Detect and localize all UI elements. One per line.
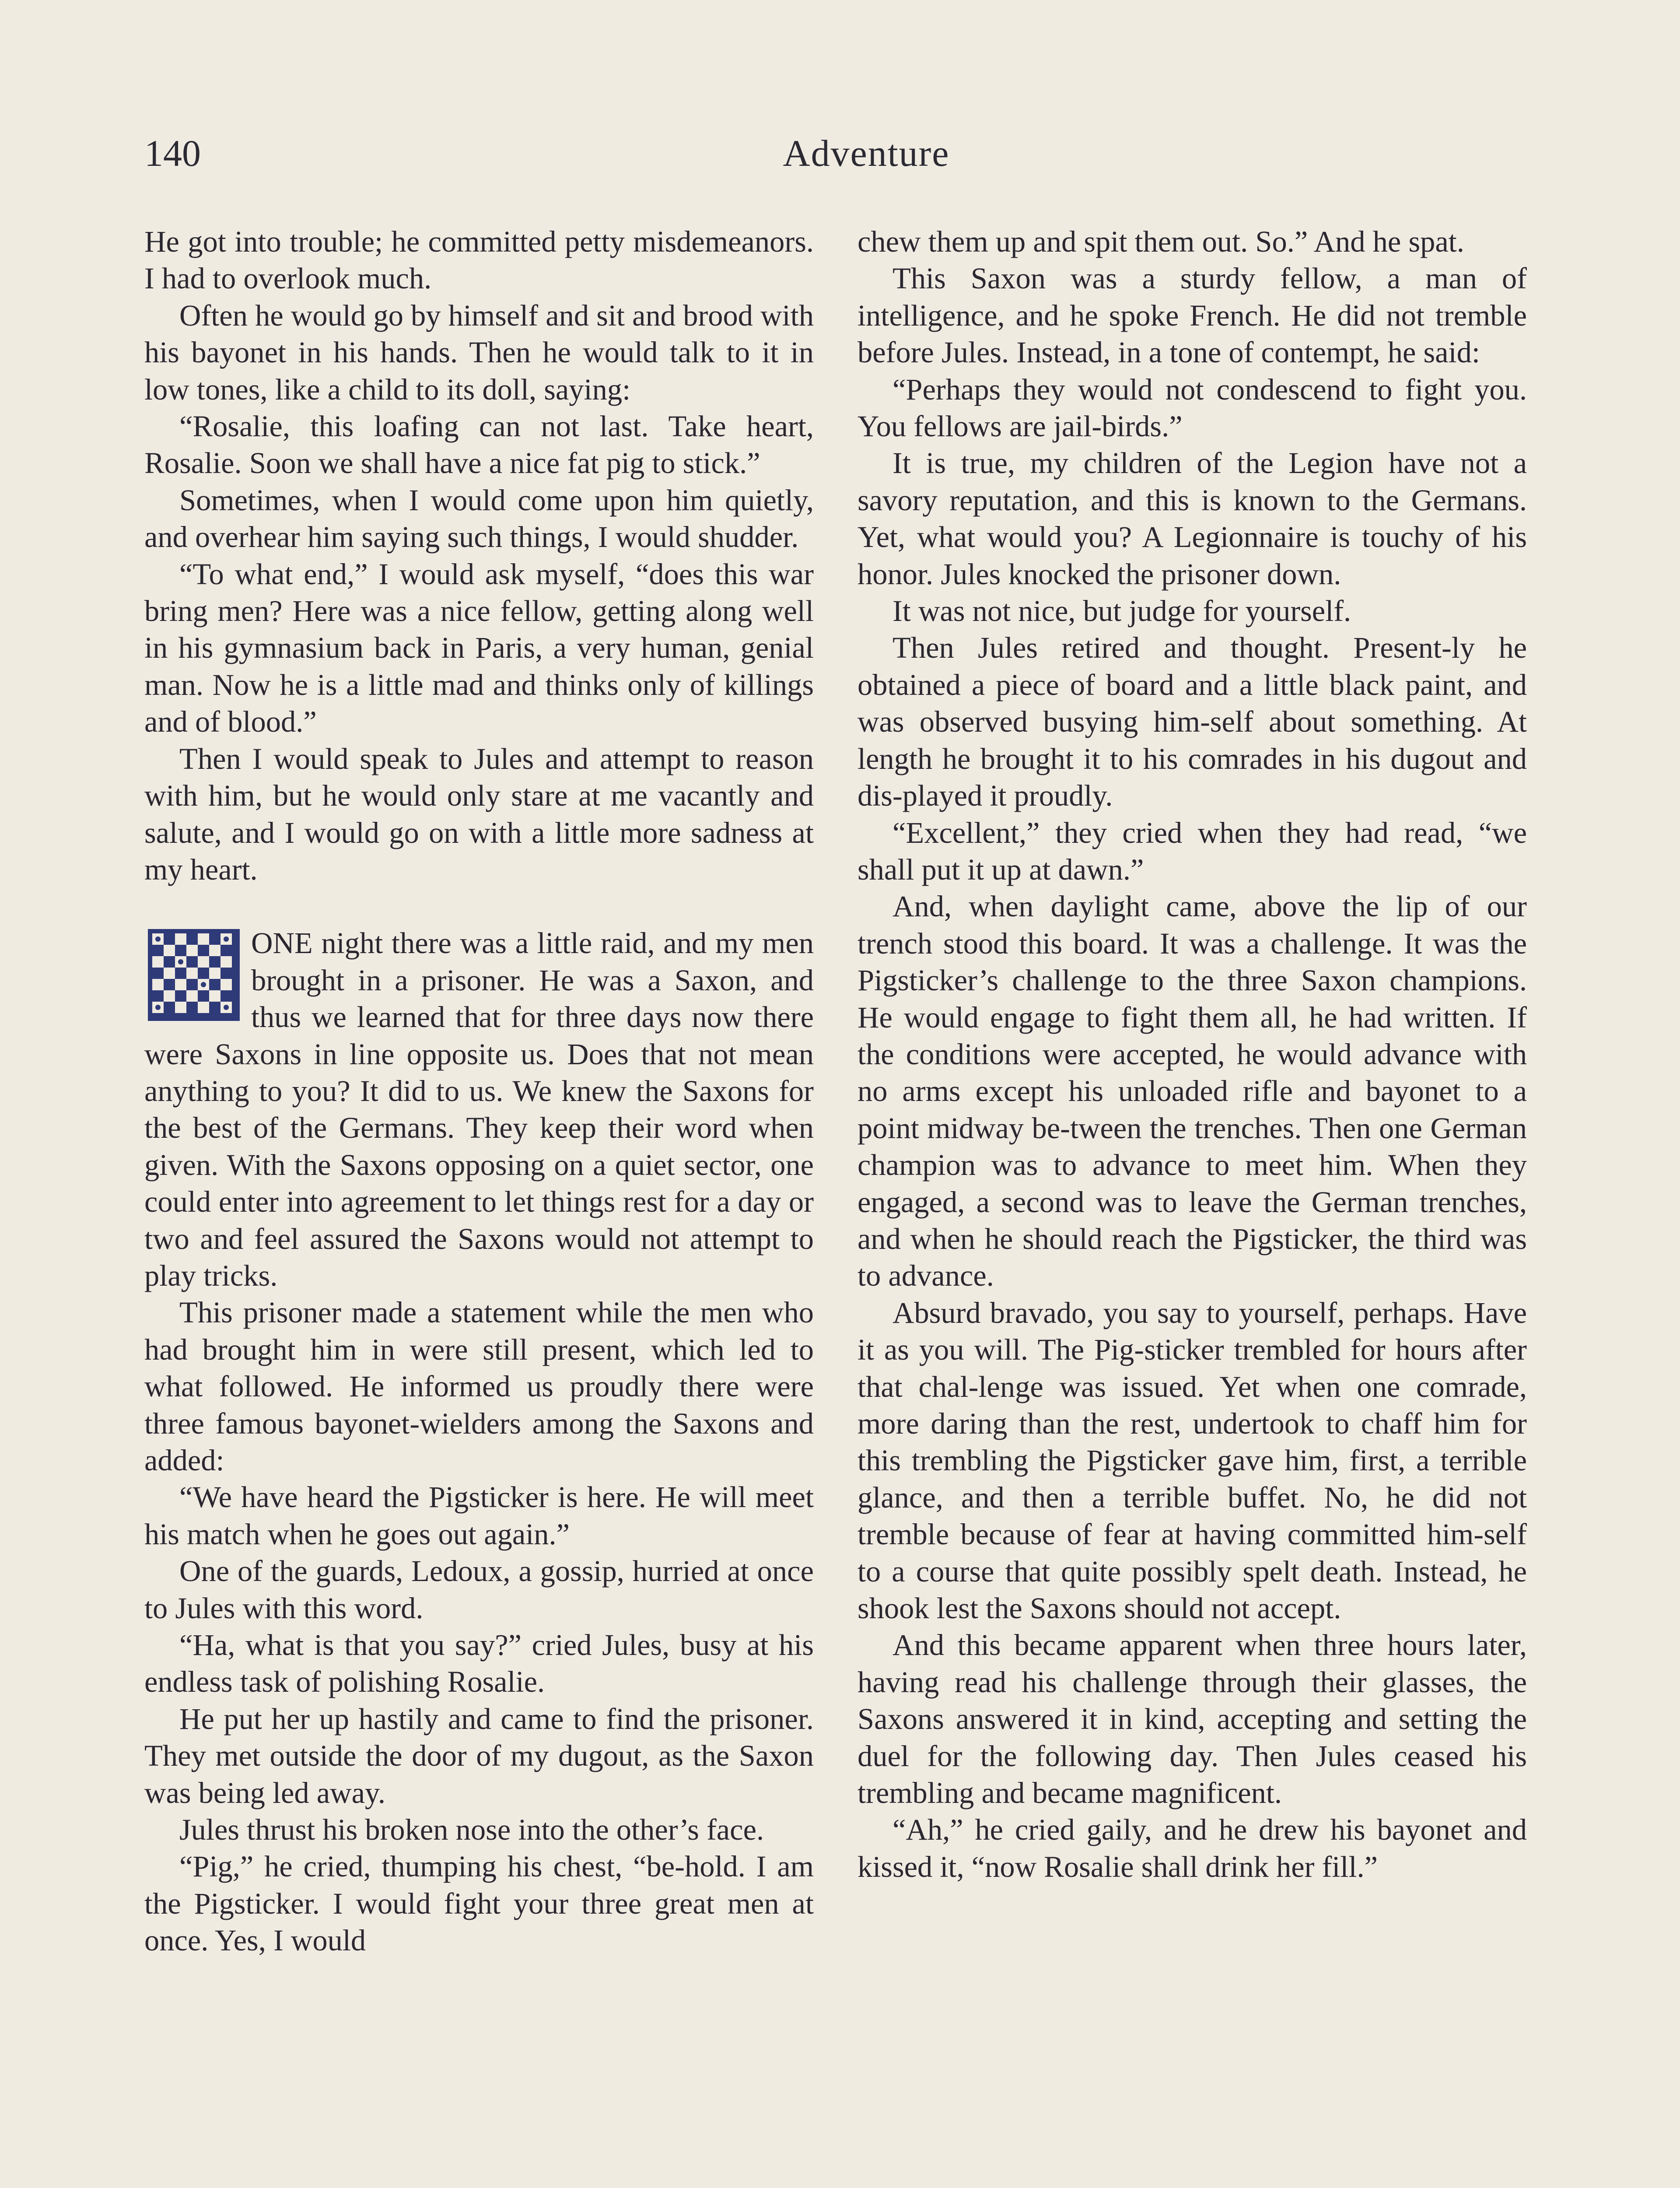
paragraph: It was not nice, but judge for yourself. bbox=[892, 594, 1351, 628]
right-column bbox=[858, 223, 1527, 1885]
paragraph: “Ha, what is that you say?” cried Jules, busy at his endless task of polishing Rosalie. bbox=[144, 1628, 814, 1699]
page-header bbox=[0, 127, 1680, 188]
paragraph: “We have heard the Pigsticker is here. He will meet his match when he goes out again.” bbox=[144, 1480, 814, 1551]
paragraph: “Perhaps they would not condescend to fight you. You fellows are jail-birds.” bbox=[858, 372, 1527, 443]
paragraph: Sometimes, when I would come upon him quietly, and overhear him saying such things, I would shudder. bbox=[144, 483, 814, 554]
paragraph: Absurd bravado, you say to yourself, perhaps. Have it as you will. The Pig-sticker trembled for hours after that chal-lenge was issued. Yet when one comrade, more daring than the rest, undertook to chaff him for this trembling the Pigsticker gave him, first, a terrible glance, and then a terrible buffet. No, he did not tremble because of fear at having committed him-self to a course that quite possibly spelt death. Instead, he shook lest the Saxons should not accept. bbox=[858, 1296, 1527, 1625]
section-break bbox=[144, 888, 814, 925]
paragraph: “Pig,” he cried, thumping his chest, “be-hold. I am the Pigsticker. I would fight your three great men at once. Yes, I would bbox=[144, 1850, 814, 1957]
paragraph: Then I would speak to Jules and attempt to reason with him, but he would only stare at me vacantly and salute, and I would go on with a little more sadness at my heart. bbox=[144, 742, 814, 886]
section-opening-paragraph: ONE night there was a little raid, and my men brought in a prisoner. He was a Saxon, and thus we learned that for three days now there were Saxons in line opposite us. Does that not mean anything to you? It did to us. We knew the Saxons for the best of the Germans. They keep their word when given. With the Saxons opposing on a quiet sector, one could enter into agreement to let things rest for a day or two and feel assured the Saxons would not attempt to play tricks. bbox=[144, 926, 814, 1292]
paragraph: “To what end,” I would ask myself, “does this war bring men? Here was a nice fellow, getting along well in his gymnasium back in Paris, a very human, genial man. Now he is a little mad and thinks only of killings and of blood.” bbox=[144, 557, 814, 739]
running-title: Adventure bbox=[783, 132, 950, 174]
paragraph: “Excellent,” they cried when they had read, “we shall put it up at dawn.” bbox=[858, 816, 1527, 886]
paragraph: This prisoner made a statement while the men who had brought him in were still present, which led to what followed. He informed us proudly there were three famous bayonet-wielders among the Saxons and added: bbox=[144, 1296, 814, 1477]
paragraph: Often he would go by himself and sit and brood with his bayonet in his hands. Then he would talk to it in low tones, like a child to its doll, saying: bbox=[144, 298, 814, 406]
paragraph: This Saxon was a sturdy fellow, a man of intelligence, and he spoke French. He did not tremble before Jules. Instead, in a tone of contempt, he said: bbox=[858, 262, 1527, 369]
paragraph: He put her up hastily and came to find the prisoner. They met outside the door of my dugout, as the Saxon was being led away. bbox=[144, 1702, 814, 1809]
paragraph: And, when daylight came, above the lip of our trench stood this board. It was a challenge. It was the Pigsticker’s challenge to the three Saxon champions. He would engage to fight them all, he had written. If the conditions were accepted, he would advance with no arms except his unloaded rifle and bayonet to a point midway be-tween the trenches. Then one German champion was to advance to meet him. When they engaged, a second was to leave the German trenches, and when he should reach the Pigsticker, the third was to advance. bbox=[858, 890, 1527, 1293]
left-column bbox=[144, 223, 814, 1959]
paragraph: And this became apparent when three hours later, having read his challenge through their glasses, the Saxons answered it in kind, accepting and setting the duel for the following day. Then Jules ceased his trembling and became magnificent. bbox=[858, 1628, 1527, 1810]
paragraph: “Rosalie, this loafing can not last. Take heart, Rosalie. Soon we shall have a nice fat pig to stick.” bbox=[144, 410, 814, 480]
paragraph: “Ah,” he cried gaily, and he drew his bayonet and kissed it, “now Rosalie shall drink her fill.” bbox=[858, 1813, 1527, 1883]
paragraph: One of the guards, Ledoux, a gossip, hurried at once to Jules with this word. bbox=[144, 1554, 814, 1625]
paragraph: Then Jules retired and thought. Present-ly he obtained a piece of board and a little black paint, and was observed busying him-self about something. At length he brought it to his comrades in his dugout and dis-played it proudly. bbox=[858, 631, 1527, 813]
page-number: 140 bbox=[144, 132, 201, 174]
paragraph: Jules thrust his broken nose into the other’s face. bbox=[179, 1813, 764, 1847]
paragraph: He got into trouble; he committed petty misdemeanors. I had to overlook much. bbox=[144, 225, 814, 295]
continuation-paragraph: chew them up and spit them out. So.” And he spat. bbox=[858, 225, 1464, 258]
ornamental-dropcap-icon bbox=[148, 929, 240, 1021]
paragraph: It is true, my children of the Legion have not a savory reputation, and this is known to the Germans. Yet, what would you? A Legionnaire is touchy of his honor. Jules knocked the prisoner down. bbox=[858, 446, 1527, 591]
